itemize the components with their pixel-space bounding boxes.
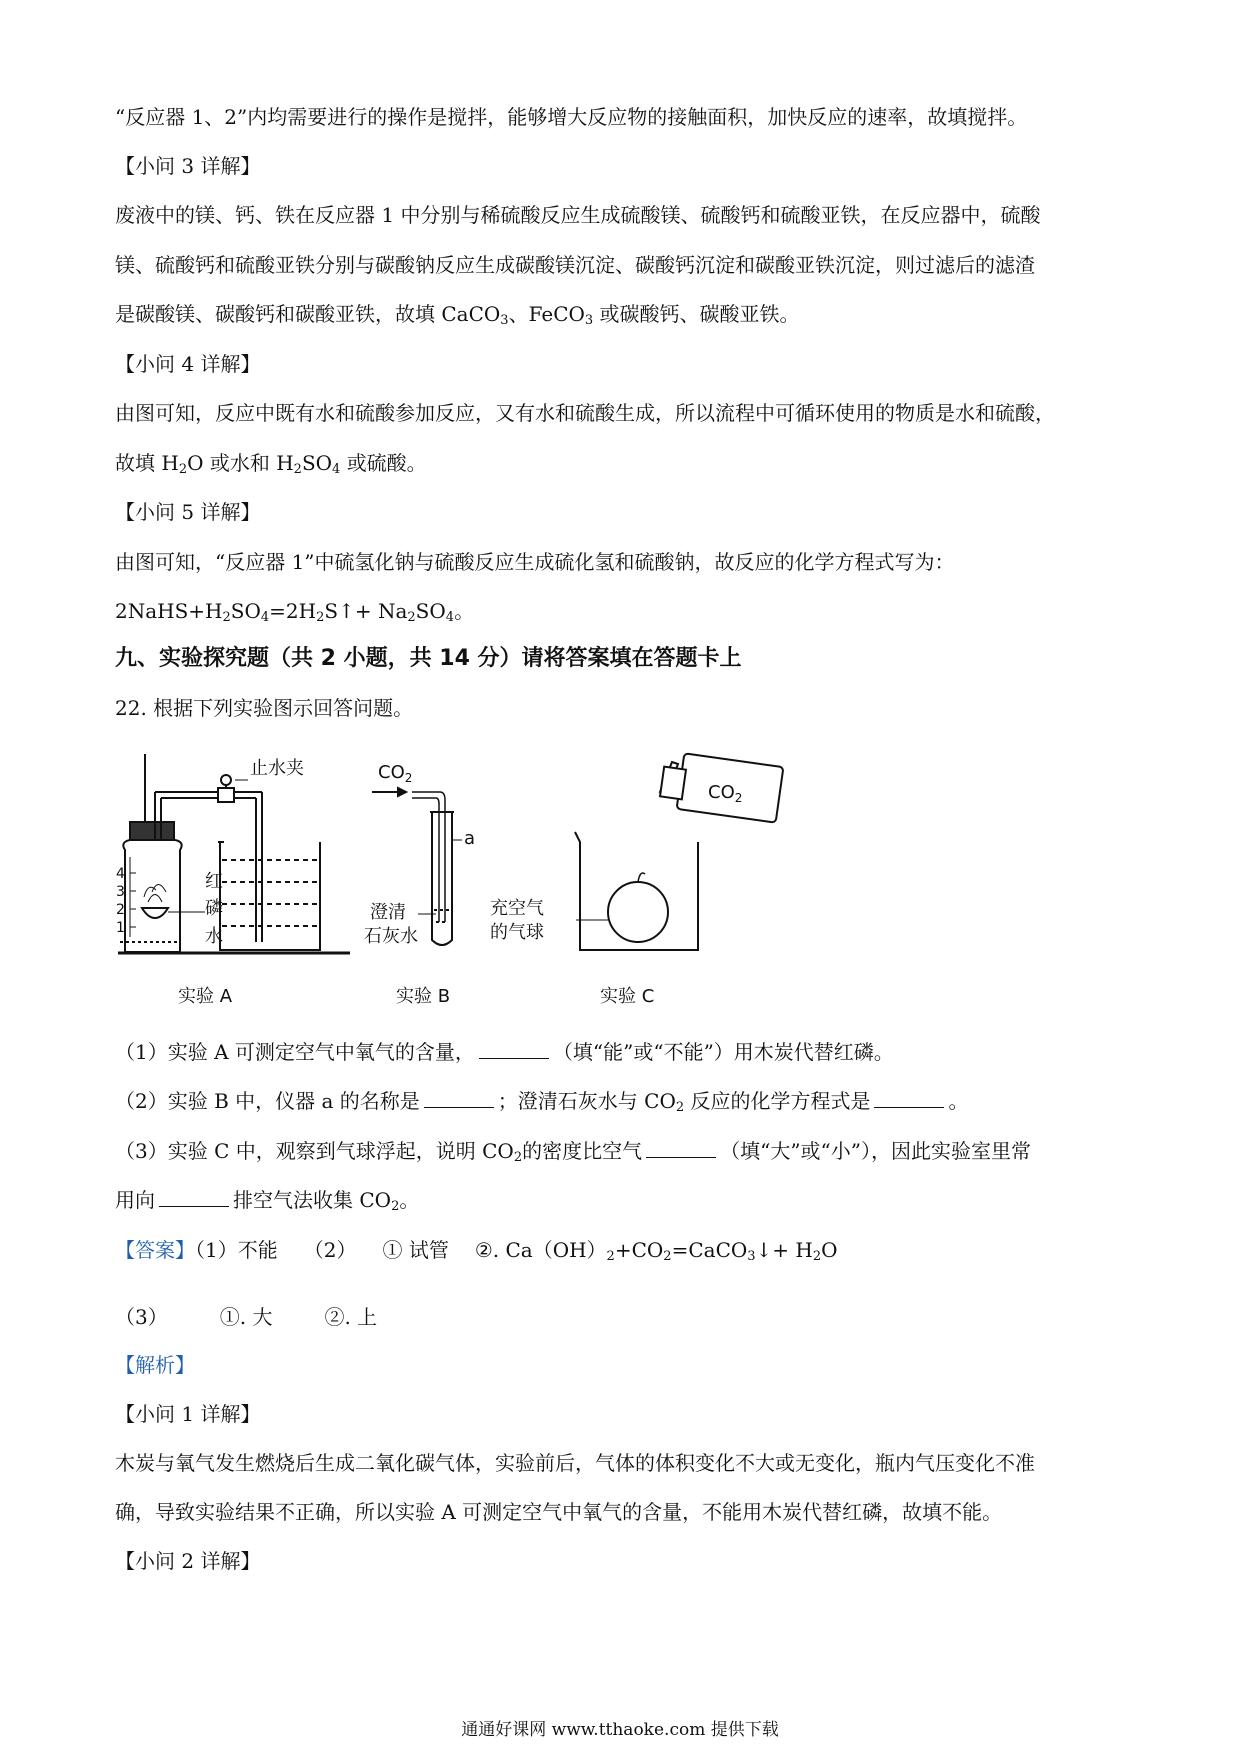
answer-label: 【答案】 [115,1238,195,1262]
water-label: 水 [205,926,223,947]
caption-experiment-b: 实验 B [396,986,451,1007]
question-stem: 22. 根据下列实验图示回答问题。 [115,696,414,720]
analysis-label: 【解析】 [115,1353,195,1377]
phosphorus-label: 磷 [205,898,223,919]
red-label: 红 [205,871,223,892]
subquestion-header: 【小问 4 详解】 [115,352,261,376]
text-line: 废液中的镁、钙、铁在反应器 1 中分别与稀硫酸反应生成硫酸镁、硫酸钙和硫酸亚铁，在反应器中，硫酸 [115,203,1041,227]
answer-line: 【答案】（1）不能 （2） ① 试管 ②. $Ca(OH)_2+CO_2=CaCO_3↓+ H_2O$ [115,1238,838,1264]
answer-blank[interactable] [424,1089,494,1108]
subquestion-header: 【小问 1 详解】 [115,1402,261,1426]
svg-text:4: 4 [116,866,125,882]
text-line: 是碳酸镁、碳酸钙和碳酸亚铁，故填 CaCO$_3$、FeCO$_3$ 或碳酸钙、碳酸亚铁。 [115,302,800,328]
question-part-3-cont: 用向 排空气法收集 $CO_2$。 [115,1188,420,1214]
svg-text:3: 3 [116,884,125,900]
caption-experiment-a: 实验 A [178,986,233,1007]
clamp-label: 止水夹 [250,758,304,779]
answer-blank[interactable] [646,1139,716,1158]
answer-blank[interactable] [479,1040,549,1059]
answer-blank[interactable] [159,1188,229,1207]
text-line: 确，导致实验结果不正确，所以实验 A 可测定空气中氧气的含量，不能用木炭代替红磷，故填不能。 [115,1500,1003,1524]
equation-line: $2NaHS+H_2SO_4=2H_2S↑+ Na_2SO_4$。 [115,599,475,625]
text-line: 木炭与氧气发生燃烧后生成二氧化碳气体，实验前后，气体的体积变化不大或无变化，瓶内气压变化不准 [115,1451,1035,1475]
section-title: 九、实验探究题（共 2 小题，共 14 分）请将答案填在答题卡上 [115,646,742,671]
experiment-figure [100,742,820,1012]
text-line: 镁、硫酸钙和硫酸亚铁分别与碳酸钠反应生成碳酸镁沉淀、碳酸钙沉淀和碳酸亚铁沉淀，则过滤后的滤渣 [115,253,1035,277]
subquestion-header: 【小问 2 详解】 [115,1549,261,1573]
co2-bottle-label: $CO_2$ [708,782,743,805]
balloon-label-2: 的气球 [490,922,544,943]
answer-blank[interactable] [874,1089,944,1108]
balloon-label-1: 充空气 [490,898,544,919]
svg-text:1: 1 [116,920,125,936]
question-part-2: （2）实验 B 中，仪器 a 的名称是 ；澄清石灰水与 $CO_2$ 反应的化学方程式是 。 [115,1089,969,1115]
subquestion-header: 【小问 3 详解】 [115,154,261,178]
co2-inlet-label: $CO_2$ [378,762,413,785]
text-line: 故填 $H_2O$ 或水和 $H_2SO_4$ 或硫酸。 [115,451,427,477]
instrument-a-label: a [464,828,476,849]
question-part-3: （3）实验 C 中，观察到气球浮起，说明 $CO_2$的密度比空气 （填“大”或“小”），因此实验室里常 [115,1139,1031,1165]
limewater-label-1: 澄清 [370,902,406,923]
svg-text:2: 2 [116,902,125,918]
question-part-1: （1）实验 A 可测定空气中氧气的含量， （填“能”或“不能”）用木炭代替红磷。 [115,1040,894,1064]
answer-line-2: （3） ①. 大 ②. 上 [115,1305,378,1329]
subquestion-header: 【小问 5 详解】 [115,500,261,524]
text-line: “反应器 1、2”内均需要进行的操作是搅拌，能够增大反应物的接触面积，加快反应的速率，故填搅拌。 [115,105,1028,129]
caption-experiment-c: 实验 C [600,986,655,1007]
text-line: 由图可知，“反应器 1”中硫氢化钠与硫酸反应生成硫化氢和硫酸钠，故反应的化学方程式写为： [115,550,955,574]
page-footer: 通通好课网 www.tthaoke.com 提供下载 [461,1720,779,1740]
limewater-label-2: 石灰水 [364,926,418,947]
text-line: 由图可知，反应中既有水和硫酸参加反应，又有水和硫酸生成，所以流程中可循环使用的物质是水和硫酸， [115,401,1055,425]
